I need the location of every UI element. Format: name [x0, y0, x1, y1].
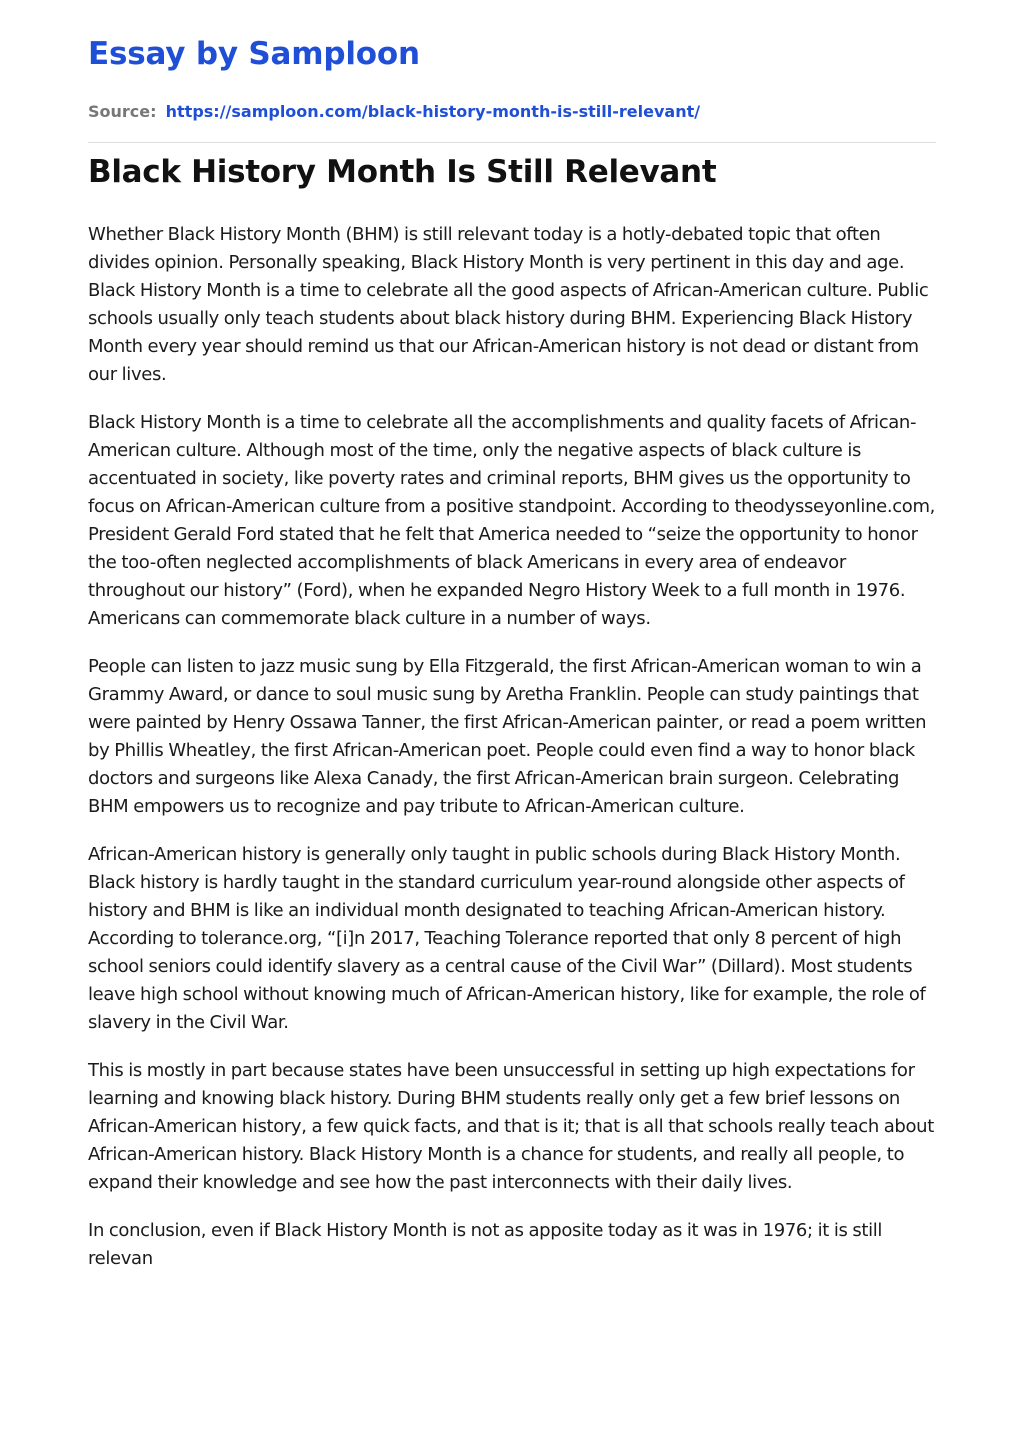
- source-label: Source:: [88, 102, 157, 121]
- source-link[interactable]: https://samploon.com/black-history-month-is-still-relevant/: [165, 102, 701, 121]
- paragraph: This is mostly in part because states have been unsuccessful in setting up high expectations for learning and knowing black history. During BHM students really only get a few brief lessons on African-American history, a few quick facts, and that is it; that is all that schools really teach about African-American history. Black History Month is a chance for students, and really all people, to expand their knowledge and see how the past interconnects with their daily lives.: [88, 1060, 934, 1193]
- essay-body: [88, 221, 936, 1293]
- brand-title: Essay by Samploon: [88, 36, 420, 72]
- source-line: [88, 102, 700, 121]
- paragraph: In conclusion, even if Black History Month is not as apposite today as it was in 1976; it is still relevan: [88, 1220, 883, 1269]
- paragraph: Whether Black History Month (BHM) is still relevant today is a hotly-debated topic that often divides opinion. Personally speaking, Black History Month is very pertinent in this day and age. Black History Month is a time to celebrate all the good aspects of African-American culture. Public schools usually only teach students about black history during BHM. Experiencing Black History Month every year should remind us that our African-American history is not dead or distant from our lives.: [88, 224, 929, 385]
- paragraph: Black History Month is a time to celebrate all the accomplishments and quality facets of African-American culture. Although most of the time, only the negative aspects of black culture is accentuated in society, like poverty rates and criminal reports, BHM gives us the opportunity to focus on African-American culture from a positive standpoint. According to theodysseyonline.com, President Gerald Ford stated that he felt that America needed to “seize the opportunity to honor the too-often neglected accomplishments of black Americans in every area of endeavor throughout our history” (Ford), when he expanded Negro History Week to a full month in 1976. Americans can commemorate black culture in a number of ways.: [88, 412, 935, 629]
- paragraph: People can listen to jazz music sung by Ella Fitzgerald, the first African-American woman to win a Grammy Award, or dance to soul music sung by Aretha Franklin. People can study paintings that were painted by Henry Ossawa Tanner, the first African-American painter, or read a poem written by Phillis Wheatley, the first African-American poet. People could even find a way to honor black doctors and surgeons like Alexa Canady, the first African-American brain surgeon. Celebrating BHM empowers us to recognize and pay tribute to African-American culture.: [88, 656, 927, 817]
- paragraph: African-American history is generally only taught in public schools during Black History Month. Black history is hardly taught in the standard curriculum year-round alongside other aspects of history and BHM is like an individual month designated to teaching African-American history. According to tolerance.org, “[i]n 2017, Teaching Tolerance reported that only 8 percent of high school seniors could identify slavery as a central cause of the Civil War” (Dillard). Most students leave high school without knowing much of African-American history, like for example, the role of slavery in the Civil War.: [88, 844, 926, 1033]
- header-divider: [88, 142, 936, 143]
- essay-title: Black History Month Is Still Relevant: [88, 154, 717, 190]
